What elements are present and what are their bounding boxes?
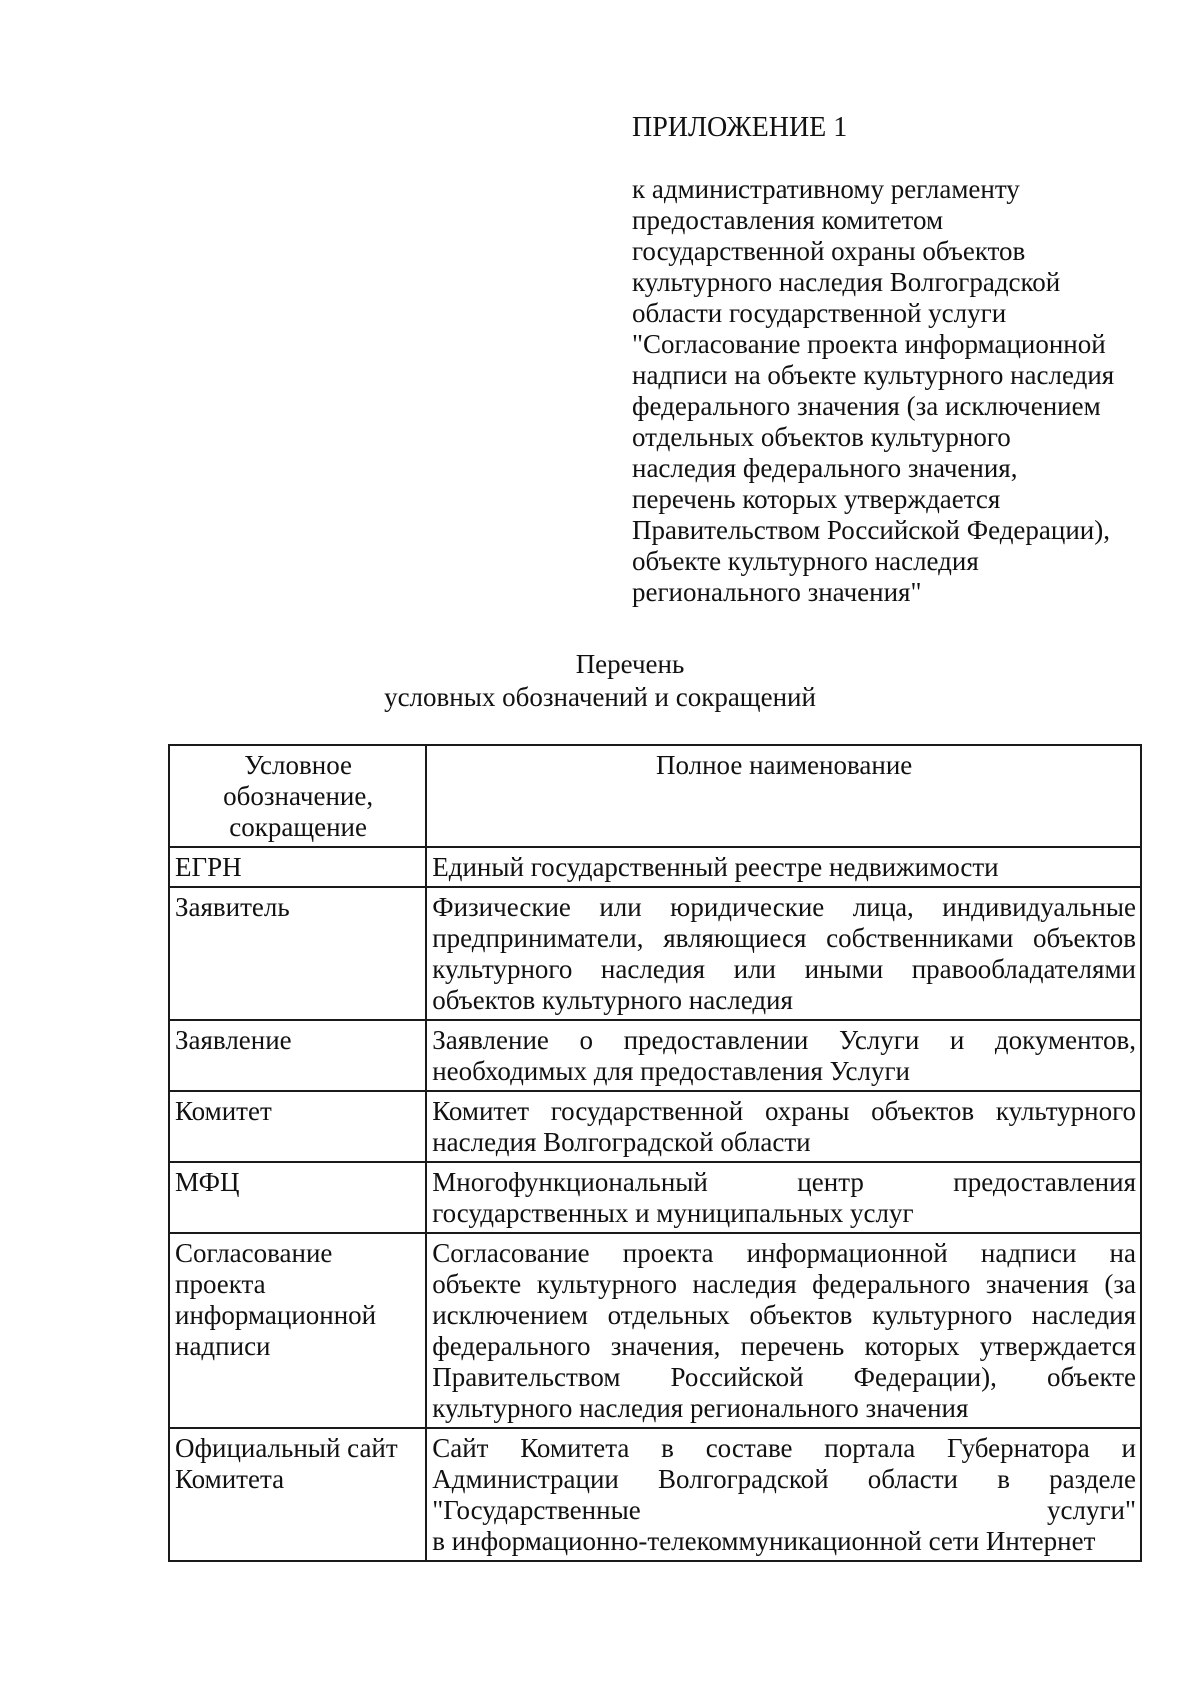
appendix-line: государственной охраны объектов bbox=[632, 236, 1026, 266]
table-row bbox=[169, 1233, 1141, 1428]
cell-full-line: Правительством Российской Федерации), объекте bbox=[432, 1362, 1136, 1392]
appendix-line: Правительством Российской Федерации), bbox=[632, 515, 1110, 545]
cell-abbr-line: Официальный сайт bbox=[175, 1433, 398, 1463]
cell-abbr-line: Комитет bbox=[175, 1096, 272, 1126]
cell-full-line: Администрации Волгоградской области в разделе bbox=[432, 1464, 1136, 1494]
cell-abbr bbox=[169, 1162, 426, 1233]
cell-full-line: объектов культурного наследия bbox=[432, 985, 793, 1015]
appendix-line: области государственной услуги bbox=[632, 298, 1007, 328]
cell-full-line: Сайт Комитета в составе портала Губернатора и bbox=[432, 1433, 1136, 1463]
table-row bbox=[169, 1091, 1141, 1162]
cell-abbr bbox=[169, 1428, 426, 1561]
appendix-line: наследия федерального значения, bbox=[632, 453, 1018, 483]
header-abbr-line: Условное bbox=[244, 750, 353, 780]
cell-full bbox=[426, 847, 1141, 887]
cell-abbr-line: информационной bbox=[175, 1300, 377, 1330]
cell-full bbox=[426, 887, 1141, 1020]
cell-full-line: в информационно-телекоммуникационной сети Интернет bbox=[432, 1526, 1096, 1556]
header-abbr-line: сокращение bbox=[229, 812, 367, 842]
header-abbr-line: обозначение, bbox=[223, 781, 374, 811]
appendix-line: к административному регламенту bbox=[632, 174, 1020, 204]
table-row bbox=[169, 1162, 1141, 1233]
list-heading bbox=[0, 648, 1200, 714]
cell-abbr-line: надписи bbox=[175, 1331, 271, 1361]
appendix-line: культурного наследия Волгоградской bbox=[632, 267, 1061, 297]
table-row bbox=[169, 1020, 1141, 1091]
cell-full-line: Заявление о предоставлении Услуги и документов, bbox=[432, 1025, 1136, 1055]
cell-full-line: Физические или юридические лица, индивидуальные bbox=[432, 892, 1136, 922]
cell-abbr-line: Заявитель bbox=[175, 892, 290, 922]
cell-full-line: Комитет государственной охраны объектов культурного bbox=[432, 1096, 1136, 1126]
cell-abbr-line: проекта bbox=[175, 1269, 266, 1299]
cell-full-line: государственных и муниципальных услуг bbox=[432, 1198, 914, 1228]
cell-full bbox=[426, 1162, 1141, 1233]
cell-full-line: объекте культурного наследия федерального значения (за bbox=[432, 1269, 1136, 1299]
appendix-title: ПРИЛОЖЕНИЕ 1 bbox=[632, 112, 848, 143]
cell-abbr-line: Согласование bbox=[175, 1238, 333, 1268]
appendix-line: "Согласование проекта информационной bbox=[632, 329, 1106, 359]
appendix-block bbox=[632, 112, 1152, 608]
table-row bbox=[169, 1428, 1141, 1561]
cell-full bbox=[426, 1020, 1141, 1091]
cell-abbr-line: Заявление bbox=[175, 1025, 292, 1055]
cell-full-line: федерального значения, перечень которых утверждается bbox=[432, 1331, 1136, 1361]
heading-line-2: условных обозначений и сокращений bbox=[384, 682, 816, 712]
cell-full-line: культурного наследия регионального значения bbox=[432, 1393, 969, 1423]
cell-full-line: предприниматели, являющиеся собственниками объектов bbox=[432, 923, 1136, 953]
appendix-line: надписи на объекте культурного наследия bbox=[632, 360, 1115, 390]
cell-abbr bbox=[169, 1233, 426, 1428]
cell-full-line: необходимых для предоставления Услуги bbox=[432, 1056, 910, 1086]
cell-abbr-line: ЕГРН bbox=[175, 852, 242, 882]
header-full-name: Полное наименование bbox=[426, 745, 1141, 847]
cell-full bbox=[426, 1091, 1141, 1162]
cell-full-line: "Государственные услуги" bbox=[432, 1495, 1136, 1525]
appendix-line: перечень которых утверждается bbox=[632, 484, 1001, 514]
cell-abbr-line: Комитета bbox=[175, 1464, 285, 1494]
cell-full-line: культурного наследия или иными правообладателями bbox=[432, 954, 1136, 984]
table-row bbox=[169, 847, 1141, 887]
abbreviations-table bbox=[168, 744, 1142, 1562]
table-header-row bbox=[169, 745, 1141, 847]
cell-abbr bbox=[169, 1020, 426, 1091]
cell-full-line: Многофункциональный центр предоставления bbox=[432, 1167, 1136, 1197]
cell-full bbox=[426, 1428, 1141, 1561]
appendix-line: регионального значения" bbox=[632, 577, 922, 607]
cell-full-line: наследия Волгоградской области bbox=[432, 1127, 811, 1157]
cell-full-line: Единый государственный реестре недвижимости bbox=[432, 852, 999, 882]
cell-abbr bbox=[169, 847, 426, 887]
header-abbr bbox=[169, 745, 426, 847]
appendix-subtitle bbox=[632, 174, 1152, 608]
cell-abbr-line: МФЦ bbox=[175, 1167, 240, 1197]
cell-full bbox=[426, 1233, 1141, 1428]
cell-abbr bbox=[169, 887, 426, 1020]
appendix-line: отдельных объектов культурного bbox=[632, 422, 1011, 452]
appendix-line: объекте культурного наследия bbox=[632, 546, 979, 576]
cell-full-line: Согласование проекта информационной надписи на bbox=[432, 1238, 1136, 1268]
cell-abbr bbox=[169, 1091, 426, 1162]
appendix-line: федерального значения (за исключением bbox=[632, 391, 1101, 421]
heading-line-1: Перечень bbox=[575, 649, 685, 679]
cell-full-line: исключением отдельных объектов культурного наследия bbox=[432, 1300, 1136, 1330]
appendix-line: предоставления комитетом bbox=[632, 205, 944, 235]
table-row bbox=[169, 887, 1141, 1020]
